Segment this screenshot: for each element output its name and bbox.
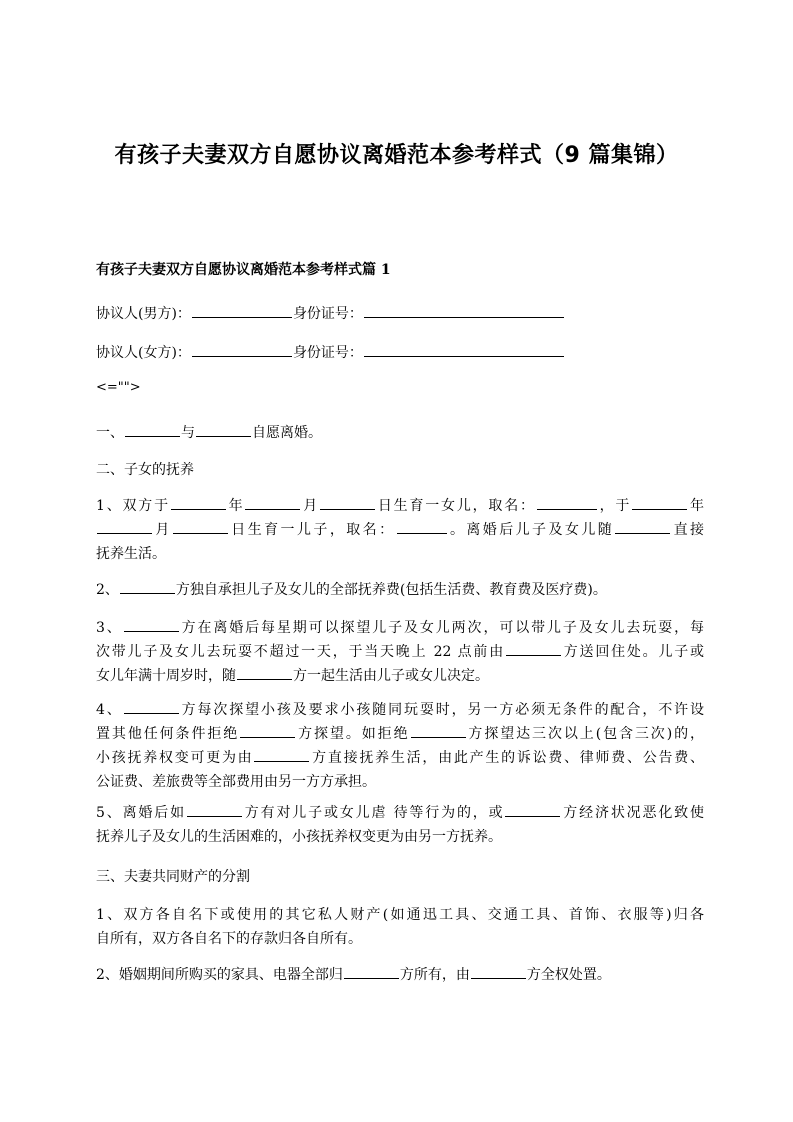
text: 2、婚姻期间所购买的家具、电器全部归 <box>96 967 343 983</box>
text: 5、离婚后如 <box>96 805 186 821</box>
clause-1-suffix: 自愿离婚。 <box>252 425 322 441</box>
item-2-4-row-1 <box>96 698 704 722</box>
item-2-4-row-3 <box>96 746 704 770</box>
item-2-1-row-2 <box>96 518 704 542</box>
text: 女儿年满十周岁时，随 <box>96 668 236 684</box>
text: 年 <box>688 498 705 514</box>
blank <box>344 964 399 979</box>
item-2-3-row-2 <box>96 640 704 664</box>
text: 直接 <box>671 522 705 538</box>
item-3-2 <box>96 964 611 985</box>
item-2-2 <box>96 579 607 600</box>
text: 方送回住处。儿子或 <box>561 644 704 660</box>
blank <box>471 964 526 979</box>
male-id-blank <box>364 303 564 318</box>
blank <box>171 495 226 510</box>
blank <box>187 802 242 817</box>
blank <box>124 617 179 632</box>
item-3-1 <box>96 903 704 951</box>
text: 2、 <box>96 582 119 598</box>
item-3-1-row-1: 1、双方各自名下或使用的其它私人财产(如通迅工具、交通工具、首饰、衣服等)归各 <box>96 907 704 923</box>
blank <box>124 699 179 714</box>
item-2-5 <box>96 801 704 849</box>
blank <box>196 422 251 437</box>
item-2-1-row-3: 抚养生活。 <box>96 546 166 562</box>
text: 年 <box>226 498 245 514</box>
text: 方每次探望小孩及要求小孩随同玩耍时，另一方必须无条件的配合，不许设 <box>179 702 704 718</box>
text: 方有对儿子或女儿虐 待等行为的，或 <box>242 805 505 821</box>
blank <box>632 495 687 510</box>
text: 1、双方于 <box>96 498 170 514</box>
clause-1 <box>96 422 322 443</box>
item-2-5-row-1 <box>96 801 704 825</box>
text: 次带儿子及女儿去玩耍不超过一天，于当天晚上 22 点前由 <box>96 644 505 660</box>
blank <box>411 723 466 738</box>
text: 方独自承担儿子及女儿的全部抚养费(包括生活费、教育费及医疗费)。 <box>175 582 607 598</box>
item-2-3 <box>96 616 704 688</box>
text: 方探望达三次以上(包含三次)的， <box>466 726 704 742</box>
item-2-3-row-3 <box>96 664 704 688</box>
garbled-text: <=""> <box>96 380 141 395</box>
female-id-label: 身份证号： <box>292 345 363 361</box>
heading-3: 三、夫妻共同财产的分割 <box>96 869 250 885</box>
female-name-blank <box>192 342 292 357</box>
female-party-label: 协议人(女方)： <box>96 345 191 361</box>
text: 方经济状况恶化致使 <box>561 805 705 821</box>
male-party-label: 协议人(男方)： <box>96 306 191 322</box>
text: 方在离婚后每星期可以探望儿子及女儿两次，可以带儿子及女儿去玩耍，每 <box>179 620 704 636</box>
blank <box>254 747 309 762</box>
male-id-label: 身份证号： <box>292 306 363 322</box>
item-2-4-row-2 <box>96 722 704 746</box>
text: 日生育一女儿，取名： <box>376 498 536 514</box>
blank <box>97 519 152 534</box>
text: 3、 <box>96 620 123 636</box>
blank <box>397 519 447 534</box>
blank <box>125 422 180 437</box>
heading-2: 二、子女的抚养 <box>96 462 194 478</box>
text: 置其他任何条件拒绝 <box>96 726 240 742</box>
text: 4、 <box>96 702 123 718</box>
text: 方直接抚养生活，由此产生的诉讼费、律师费、公告费、 <box>310 750 705 766</box>
text: 日生育一儿子，取名： <box>228 522 396 538</box>
text: 方所有，由 <box>399 967 470 983</box>
text: 方全权处置。 <box>526 967 611 983</box>
item-2-4-row-4: 公证费、差旅费等全部费用由另一方方承担。 <box>96 774 376 790</box>
blank <box>505 802 560 817</box>
text: 方探望。如拒绝 <box>296 726 410 742</box>
blank <box>120 579 175 594</box>
blank <box>506 641 561 656</box>
female-id-blank <box>364 342 564 357</box>
male-party-line <box>96 303 565 324</box>
blank <box>615 519 670 534</box>
blank <box>320 495 375 510</box>
item-2-5-row-2: 抚养儿子及女儿的生活困难的，小孩抚养权变更为由另一方抚养。 <box>96 829 502 845</box>
male-name-blank <box>192 303 292 318</box>
text: 方一起生活由儿子或女儿决定。 <box>293 668 489 684</box>
item-2-3-row-1 <box>96 616 704 640</box>
text: 。离婚后儿子及女儿随 <box>447 522 615 538</box>
blank <box>537 495 597 510</box>
text: 小孩抚养权变可更为由 <box>96 750 254 766</box>
item-2-1-row-1 <box>96 494 704 518</box>
blank <box>173 519 228 534</box>
item-2-1 <box>96 494 704 566</box>
document-title: 有孩子夫妻双方自愿协议离婚范本参考样式（9 篇集锦） <box>114 143 679 168</box>
clause-1-prefix: 一、 <box>96 425 124 441</box>
item-3-1-row-2: 自所有，双方各自名下的存款归各自所有。 <box>96 931 362 947</box>
text: 月 <box>301 498 320 514</box>
item-2-4 <box>96 698 704 794</box>
section-title: 有孩子夫妻双方自愿协议离婚范本参考样式篇 1 <box>96 262 391 278</box>
text: 月 <box>153 522 172 538</box>
blank <box>240 723 295 738</box>
clause-1-mid: 与 <box>181 425 195 441</box>
blank <box>237 665 292 680</box>
text: ，于 <box>597 498 632 514</box>
blank <box>245 495 300 510</box>
female-party-line <box>96 342 565 363</box>
